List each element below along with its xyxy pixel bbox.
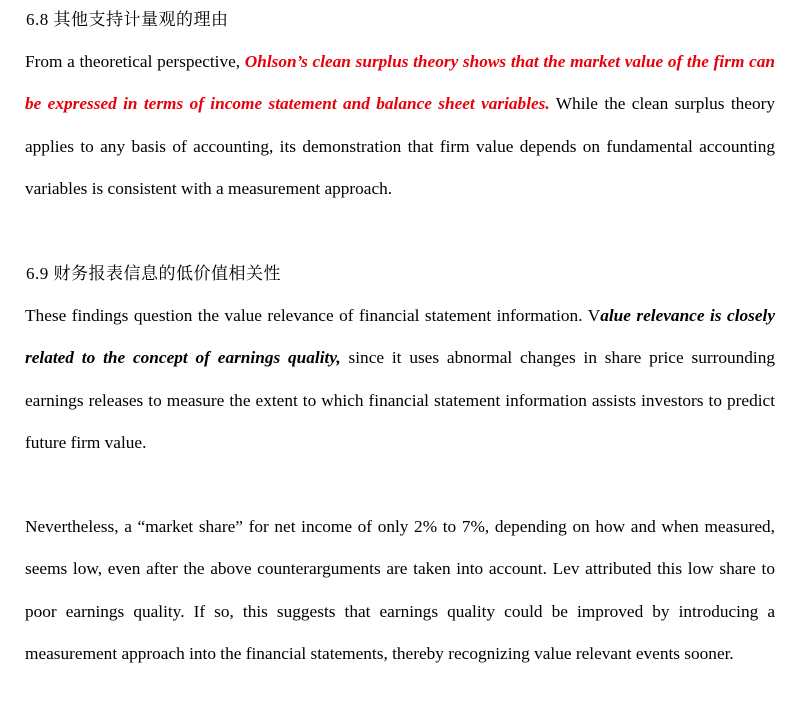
highlighted-claim: Ohlson’s clean surplus theory shows that the market value of the firm can be expressed in terms of income statement and balance sheet variables.	[25, 52, 775, 114]
paragraph-lead-text: From a theoretical perspective,	[25, 52, 245, 71]
emphasized-phrase: alue relevance is closely related to the concept of earnings quality,	[25, 306, 775, 368]
section-6-9-paragraph	[25, 295, 775, 465]
section-6-9-heading: 6.9 财务报表信息的低价值相关性	[26, 264, 281, 283]
paragraph-rest-text: since it uses abnormal changes in share price surrounding earnings releases to measure the extent to which financial statement information assists investors to predict future firm value.	[25, 348, 775, 453]
paragraph-rest-text: While the clean surplus theory applies to any basis of accounting, its demonstration that firm value depends on fundamental accounting variables is consistent with a measurement approach.	[25, 94, 775, 199]
section-6-8-paragraph	[25, 41, 775, 211]
section-6-9-second-paragraph: Nevertheless, a “market share” for net income of only 2% to 7%, depending on how and when measured, seems low, even after the above counterarguments are taken into account. Lev attributed this low share to poor earnings quality. If so, this suggests that earnings quality could be improved by introducing a measurement approach into the financial statements, thereby recognizing value relevant events sooner.	[25, 517, 775, 664]
section-6-8-heading: 6.8 其他支持计量观的理由	[26, 10, 229, 29]
paragraph-lead-text: These findings question the value relevance of financial statement information. V	[25, 306, 601, 325]
